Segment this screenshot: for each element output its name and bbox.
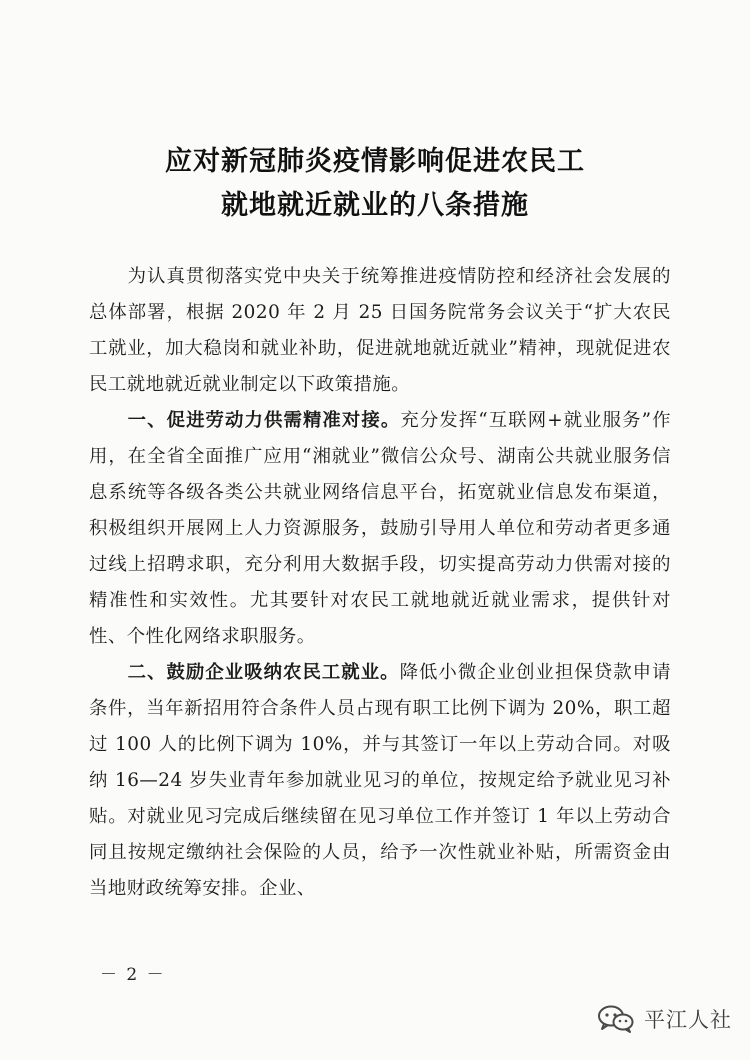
title-line-2: 就地就近就业的八条措施: [221, 190, 529, 221]
paragraph-text: 降低小微企业创业担保贷款申请条件，当年新招用符合条件人员占现有职工比例下调为 20%，职工超过 100 人的比例下调为 10%，并与其签订一年以上劳动合同。对吸纳 16—24 岁失业青年参加就业见习的单位，按规定给予就业见习补贴。对就业见习完成后继续留在见习单位工作并签订 1 年以上劳动合同且按规定缴纳社会保险的人员，给予一次性就业补贴，所需资金由当地财政统筹安排。企业、: [89, 662, 671, 899]
paragraph-text: 充分发挥“互联网+就业服务”作用，在全省全面推广应用“湘就业”微信公众号、湖南公共就业服务信息系统等各级各类公共就业网络信息平台，拓宽就业信息发布渠道，积极组织开展网上人力资源服务，鼓励引导用人单位和劳动者更多通过线上招聘求职，充分利用大数据手段，切实提高劳动力供需对接的精准性和实效性。尤其要针对农民工就地就近就业需求，提供针对性、个性化网络求职服务。: [89, 410, 671, 647]
paragraph-intro: [89, 259, 671, 403]
document-body: [89, 259, 671, 907]
paragraph-heading: 二、鼓励企业吸纳农民工就业。: [127, 662, 400, 683]
watermark-text: 平江人社: [644, 1008, 732, 1032]
title-line-1: 应对新冠肺炎疫情影响促进农民工: [165, 146, 585, 177]
page-number: － 2 －: [100, 965, 166, 985]
paragraph-text: 为认真贯彻落实党中央关于统筹推进疫情防控和经济社会发展的总体部署，根据 2020 年 2 月 25 日国务院常务会议关于“扩大农民工就业，加大稳岗和就业补助，促进就地就近就业”精神，现就促进农民工就地就近就业制定以下政策措施。: [89, 266, 671, 395]
wechat-watermark: [596, 1004, 732, 1034]
paragraph-heading: 一、促进劳动力供需精准对接。: [127, 410, 401, 431]
paragraph-measure-2: [89, 655, 671, 907]
document-title: [0, 140, 750, 228]
paragraph-measure-1: [89, 403, 671, 655]
wechat-icon: [596, 1004, 636, 1034]
